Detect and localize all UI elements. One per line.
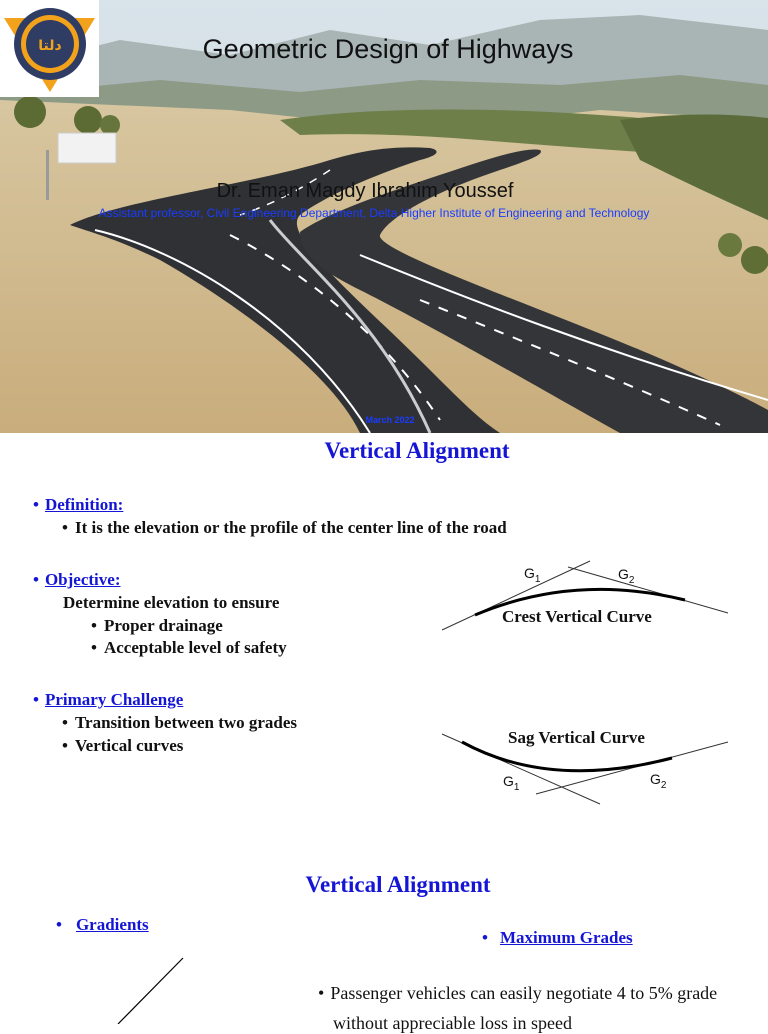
max-grades-link[interactable]: Maximum Grades: [499, 928, 633, 947]
bullet-icon: •: [91, 616, 97, 635]
svg-text:دلتا: دلتا: [38, 38, 62, 54]
crest-curve-label: Crest Vertical Curve: [502, 607, 652, 626]
sag-curve-label: Sag Vertical Curve: [508, 728, 645, 747]
bullet-icon: •: [91, 638, 97, 657]
definition-link[interactable]: Definition:: [44, 495, 124, 514]
bullet-icon: •: [56, 915, 62, 934]
presentation-title: Geometric Design of Highways: [202, 34, 574, 64]
bullet-icon: •: [62, 518, 68, 537]
bullet-icon: •: [33, 690, 39, 709]
crest-g2-label: $G_2$: [618, 566, 635, 586]
objective-heading: [33, 570, 120, 590]
bullet-icon: •: [33, 570, 39, 589]
slide-title: Vertical Alignment: [305, 872, 491, 897]
bullet-icon: •: [482, 928, 488, 947]
challenge-item: • Transition between two grades: [62, 713, 298, 732]
passenger-grade-text-cont: without appreciable loss in speed: [333, 1013, 572, 1033]
title-slide: [0, 0, 768, 433]
objective-link[interactable]: Objective:: [44, 570, 121, 589]
objective-item: • Proper drainage: [91, 616, 223, 635]
gradients-heading: [56, 915, 149, 935]
objective-item: • Acceptable level of safety: [91, 638, 287, 657]
slide-title: Vertical Alignment: [324, 438, 510, 463]
sag-g2-label: $G_2$: [650, 771, 667, 791]
author-affiliation: Assistant professor, Civil Engineering Department, Delta Higher Institute of Engineering and Technology: [98, 206, 650, 220]
sag-g1-label: $G_1$: [503, 773, 520, 793]
author-name: Dr. Eman Magdy Ibrahim Youssef: [216, 180, 514, 202]
presentation-date: March 2022: [365, 415, 415, 425]
definition-heading: [33, 495, 123, 515]
challenge-link[interactable]: Primary Challenge: [44, 690, 184, 709]
challenge-heading: [33, 690, 183, 710]
challenge-item: • Vertical curves: [62, 736, 184, 755]
passenger-grade-text: • Passenger vehicles can easily negotiate 4 to 5% grade: [318, 983, 718, 1003]
max-grades-heading: [482, 928, 633, 948]
gradient-line-diagram: [110, 955, 190, 1024]
crest-g1-label: $G_1$: [524, 565, 541, 585]
bullet-icon: •: [33, 495, 39, 514]
bullet-icon: •: [318, 983, 325, 1003]
bullet-icon: •: [62, 736, 68, 755]
definition-text: • It is the elevation or the profile of the center line of the road: [62, 518, 507, 537]
gradients-link[interactable]: Gradients: [75, 915, 149, 934]
bullet-icon: •: [62, 713, 68, 732]
objective-intro: Determine elevation to ensure: [63, 593, 280, 612]
gradient-line: [118, 958, 183, 1024]
